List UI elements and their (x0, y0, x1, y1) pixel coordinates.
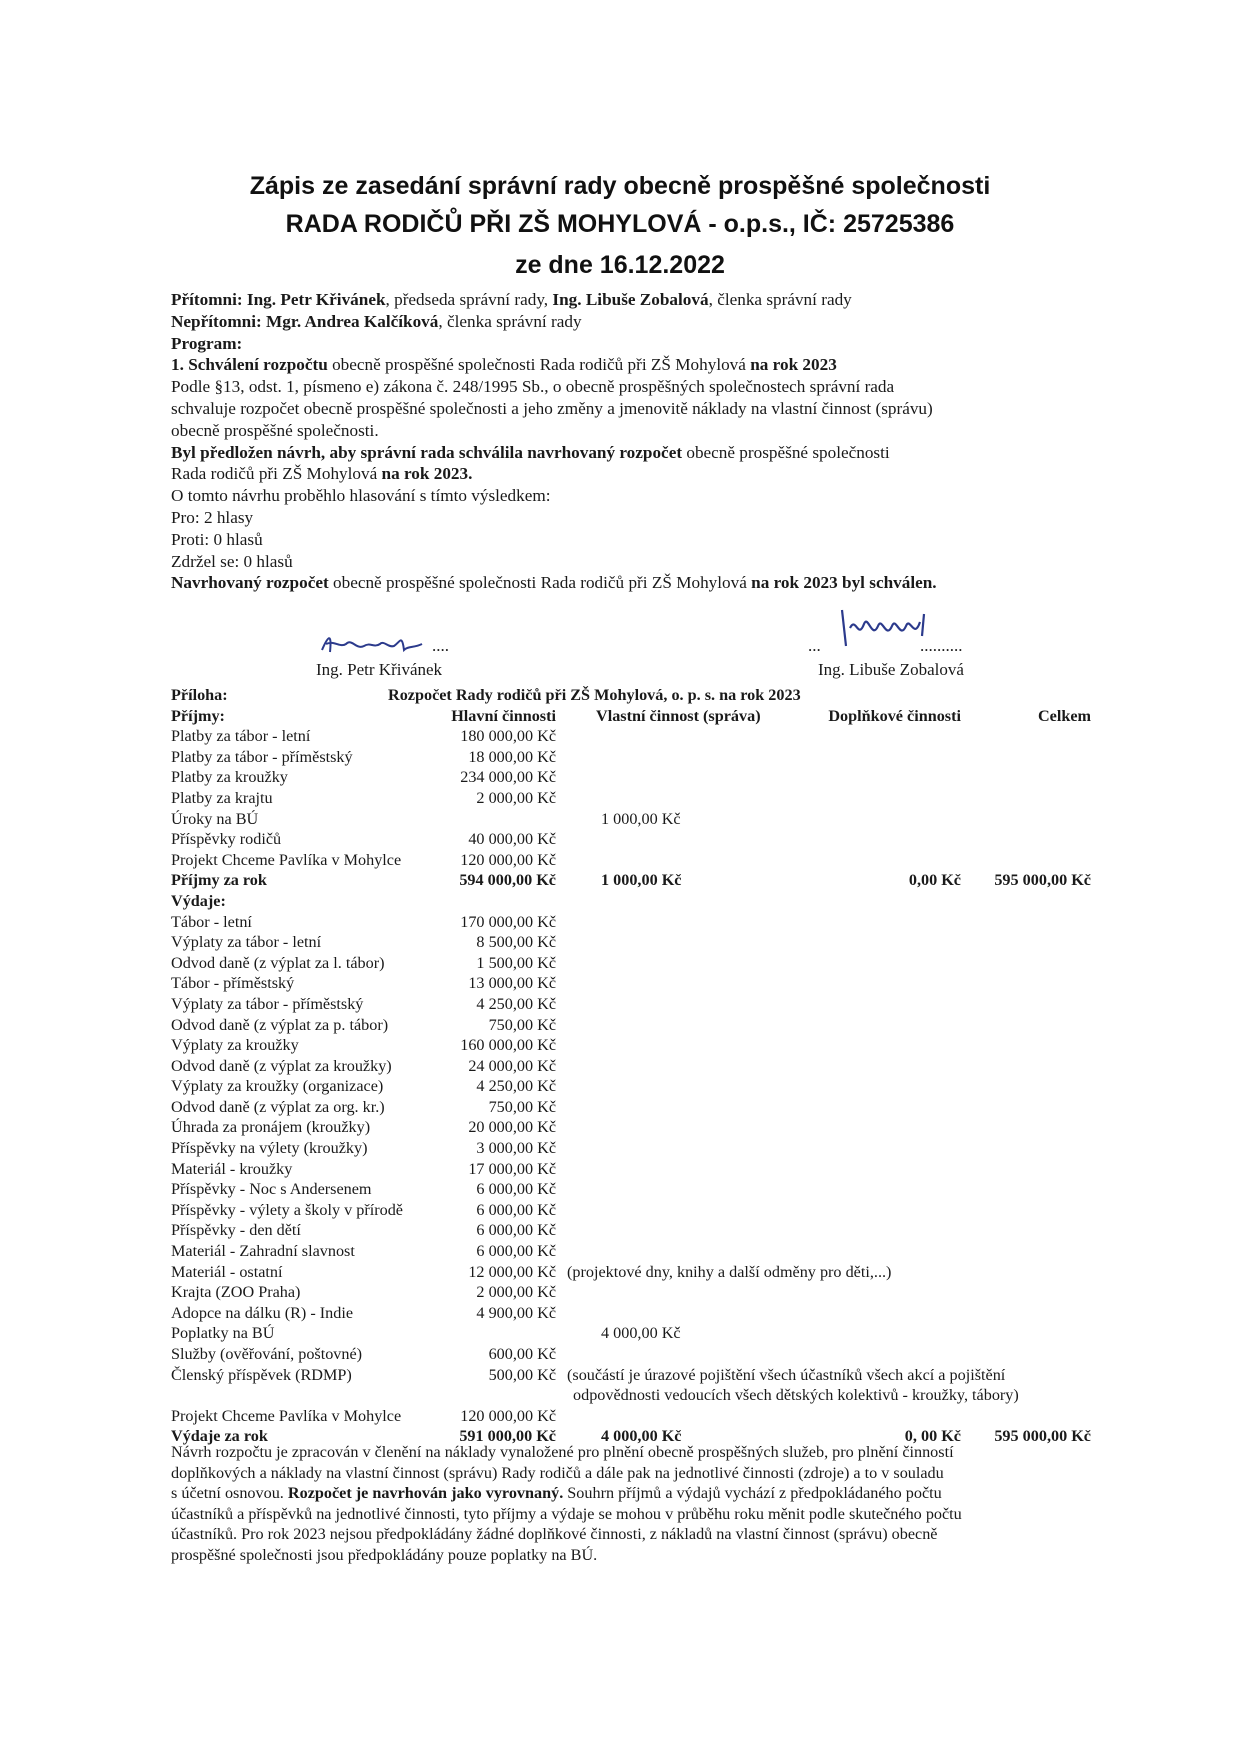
vote-against: Proti: 0 hlasů (171, 529, 263, 549)
income-row-main: 40 000,00 Kč (468, 830, 556, 849)
col-total-header: Celkem (1037, 706, 1091, 725)
expense-row (171, 974, 1091, 995)
right-signatory-name: Ing. Libuše Zobalová (818, 660, 964, 679)
expense-row (171, 1180, 1091, 1201)
income-row-label: Projekt Chceme Pavlíka v Mohylce (171, 850, 402, 869)
col-supp-header: Doplňkové činnosti (828, 706, 961, 725)
vote-for: Pro: 2 hlasy (171, 507, 254, 527)
expense-row-main: 1 500,00 Kč (476, 953, 556, 972)
expense-row-label: Odvod daně (z výplat za p. tábor) (171, 1015, 389, 1034)
expense-row-label: Výplaty za tábor - letní (171, 933, 322, 952)
income-row-label: Příspěvky rodičů (171, 830, 282, 849)
expense-row-main: 20 000,00 Kč (468, 1118, 556, 1137)
proposal-line-1: Byl předložen návrh, aby správní rada schválila navrhovaný rozpočet obecně prospěšné společnosti (171, 442, 890, 462)
income-label: Příjmy: (171, 706, 225, 725)
expense-row-label: Úhrada za pronájem (kroužky) (171, 1118, 371, 1137)
right-signature-dots-pre: ... (808, 636, 821, 655)
expense-row-main: 160 000,00 Kč (460, 1036, 556, 1055)
income-total-total: 595 000,00 Kč (994, 871, 1091, 890)
law-line-1: Podle §13, odst. 1, písmeno e) zákona č. 248/1995 Sb., o obecně prospěšných společnostech správní rada (171, 377, 895, 397)
expense-row-main: 750,00 Kč (488, 1015, 556, 1034)
vote-result: Navrhovaný rozpočet obecně prospěšné společnosti Rada rodičů při ZŠ Mohylová na rok 2023 byl schválen. (171, 573, 937, 593)
income-row-label: Platby za tábor - letní (171, 727, 311, 746)
income-row-label: Platby za kroužky (171, 768, 288, 787)
expense-row-main: 750,00 Kč (488, 1097, 556, 1116)
expense-row-label: Příspěvky - den dětí (171, 1221, 301, 1240)
left-signatory-name: Ing. Petr Křivánek (316, 660, 443, 679)
left-signature (318, 626, 448, 662)
expense-row-label: Odvod daně (z výplat za org. kr.) (171, 1097, 385, 1116)
income-row-label: Platby za tábor - příměstský (171, 747, 353, 766)
expense-row-label: Materiál - Zahradní slavnost (171, 1242, 355, 1261)
expense-row-label: Krajta (ZOO Praha) (171, 1283, 301, 1302)
budget-explanation (171, 1442, 1101, 1565)
expense-row-label: Příspěvky - Noc s Andersenem (171, 1180, 372, 1199)
law-line-2: schvaluje rozpočet obecně prospěšné společnosti a jeho změny a jmenovitě náklady na vlastní činnost (správu) (171, 398, 933, 418)
left-signature-dots: .... (432, 636, 449, 655)
income-row-main: 234 000,00 Kč (460, 768, 556, 787)
expense-row-main: 6 000,00 Kč (476, 1180, 556, 1199)
income-row (171, 789, 1091, 810)
income-total-main: 594 000,00 Kč (459, 871, 556, 890)
expense-row-main: 3 000,00 Kč (476, 1139, 556, 1158)
expense-row (171, 1118, 1091, 1139)
meeting-date: ze dne 16.12.2022 (515, 251, 725, 279)
expense-label: Výdaje: (171, 891, 226, 910)
income-row-label: Úroky na BÚ (171, 809, 259, 828)
program-label: Program: (171, 333, 243, 353)
expense-row-label: Výplaty za kroužky (organizace) (171, 1077, 384, 1096)
document-title: Zápis ze zasedání správní rady obecně prospěšné společnosti (249, 172, 991, 200)
budget-table (171, 686, 1091, 1448)
organization-title: RADA RODIČŮ PŘI ZŠ MOHYLOVÁ - o.p.s., IČ: 25725386 (285, 210, 955, 238)
right-signature-dots-post: .......... (920, 636, 963, 655)
expense-row (171, 954, 1091, 975)
expense-row (171, 1016, 1091, 1037)
expense-row-main: 6 000,00 Kč (476, 1200, 556, 1219)
expense-row (171, 1304, 1091, 1325)
explanation-line-6: prospěšné společnosti jsou předpokládány pouze poplatky na BÚ. (171, 1545, 598, 1564)
income-row-main: 2 000,00 Kč (476, 788, 556, 807)
expense-row-label: Materiál - kroužky (171, 1159, 293, 1178)
expense-row (171, 1221, 1091, 1242)
expense-row (171, 1077, 1091, 1098)
expense-header-row (171, 892, 1091, 913)
expense-total-main: 591 000,00 Kč (459, 1427, 556, 1446)
expense-row (171, 933, 1091, 954)
expense-row (171, 1242, 1091, 1263)
explanation-line-5: účastníků. Pro rok 2023 nejsou předpokládány žádné doplňkové činnosti, z nákladů na vlastní činnost (správu) obecně (171, 1525, 938, 1543)
expense-total-total: 595 000,00 Kč (994, 1427, 1091, 1446)
absent-line: Nepřítomni: Mgr. Andrea Kalčíková, členka správní rady (171, 311, 582, 331)
income-total-label: Příjmy za rok (171, 871, 267, 890)
expense-row (171, 1345, 1091, 1366)
income-row (171, 748, 1091, 769)
expense-row-main: 24 000,00 Kč (468, 1056, 556, 1075)
expense-row-label: Tábor - příměstský (171, 974, 295, 993)
income-row-own: 1 000,00 Kč (601, 809, 681, 828)
expense-row-own: 4 000,00 Kč (601, 1324, 681, 1343)
expense-row-main: 500,00 Kč (488, 1365, 556, 1384)
income-total-own: 1 000,00 Kč (601, 871, 682, 890)
expense-row-main: 6 000,00 Kč (476, 1242, 556, 1261)
expense-row-label: Výplaty za tábor - příměstský (171, 994, 364, 1013)
expense-row-label: Tábor - letní (171, 912, 252, 931)
note-continuation-row (171, 1386, 1091, 1407)
proposal-line-2: Rada rodičů při ZŠ Mohylová na rok 2023. (171, 464, 473, 484)
expense-project-label: Projekt Chceme Pavlíka v Mohylce (171, 1406, 402, 1425)
income-row (171, 810, 1091, 831)
expense-row-label: Poplatky na BÚ (171, 1324, 275, 1343)
expense-row-label: Příspěvky na výlety (kroužky) (171, 1139, 368, 1158)
expense-row (171, 995, 1091, 1016)
expense-row-main: 17 000,00 Kč (468, 1159, 556, 1178)
expense-row-label: Odvod daně (z výplat za l. tábor) (171, 953, 385, 972)
expense-row-label: Odvod daně (z výplat za kroužky) (171, 1056, 392, 1075)
budget-header-row (171, 707, 1091, 728)
note-continuation: odpovědnosti vedoucích všech dětských kolektivů - kroužky, tábory) (573, 1386, 1019, 1405)
minutes-body (171, 289, 1101, 594)
expense-total-label: Výdaje za rok (171, 1427, 268, 1446)
expense-row-note: (součástí je úrazové pojištění všech účastníků všech akcí a pojištění (567, 1365, 1006, 1384)
expense-row (171, 1283, 1091, 1304)
program-item-1: 1. Schválení rozpočtu obecně prospěšné společnosti Rada rodičů při ZŠ Mohylová na rok 2023 (171, 355, 837, 375)
expense-row-label: Výplaty za kroužky (171, 1036, 299, 1055)
income-total-supp: 0,00 Kč (908, 871, 961, 890)
expense-row-main: 4 250,00 Kč (476, 1077, 556, 1096)
expense-row-main: 2 000,00 Kč (476, 1283, 556, 1302)
expense-row (171, 1263, 1091, 1284)
budget-title-row (171, 686, 1091, 707)
expense-row (171, 1324, 1091, 1345)
expense-row-label: Členský příspěvek (RDMP) (171, 1365, 352, 1384)
explanation-line-1: Návrh rozpočtu je zpracován v členění na náklady vynaložené pro plnění obecně prospěšných služeb, pro plnění činností (171, 1443, 954, 1461)
expense-row-main: 600,00 Kč (488, 1345, 556, 1363)
expense-row-main: 6 000,00 Kč (476, 1221, 556, 1240)
expense-row (171, 1160, 1091, 1181)
income-row (171, 727, 1091, 748)
vote-intro: O tomto návrhu proběhlo hlasování s tímto výsledkem: (171, 486, 551, 506)
budget-title: Rozpočet Rady rodičů při ZŠ Mohylová, o. p. s. na rok 2023 (388, 686, 801, 704)
income-row-main: 120 000,00 Kč (460, 850, 556, 869)
expense-row-label: Služby (ověřování, poštovné) (171, 1345, 363, 1363)
expense-row-main: 170 000,00 Kč (460, 912, 556, 931)
income-row (171, 830, 1091, 851)
expense-row (171, 1366, 1091, 1387)
expense-row (171, 1036, 1091, 1057)
annex-label: Příloha: (171, 686, 228, 704)
law-line-3: obecně prospěšné společnosti. (171, 420, 379, 440)
income-row-label: Platby za krajtu (171, 788, 273, 807)
expense-row-main: 12 000,00 Kč (468, 1262, 556, 1281)
expense-row-label: Příspěvky - výlety a školy v přírodě (171, 1200, 403, 1219)
present-line: Přítomni: Ing. Petr Křivánek, předseda správní rady, Ing. Libuše Zobalová, členka správní rady (171, 290, 852, 309)
income-row-main: 18 000,00 Kč (468, 747, 556, 766)
income-total-row (171, 871, 1091, 892)
expense-row-label: Materiál - ostatní (171, 1262, 283, 1281)
expense-row-main: 4 900,00 Kč (476, 1303, 556, 1322)
income-row (171, 768, 1091, 789)
explanation-line-4: účastníků a příspěvků na jednotlivé činnosti, tyto příjmy a výdaje se mohou v průběhu roku měnit podle skutečného počtu (171, 1504, 962, 1523)
income-row (171, 851, 1091, 872)
expense-total-supp: 0, 00 Kč (904, 1427, 961, 1446)
expense-project-main: 120 000,00 Kč (460, 1406, 556, 1425)
expense-row-main: 8 500,00 Kč (476, 933, 556, 952)
expense-row (171, 913, 1091, 934)
expense-row (171, 1098, 1091, 1119)
expense-row (171, 1201, 1091, 1222)
income-row-main: 180 000,00 Kč (460, 727, 556, 746)
explanation-line-3: s účetní osnovou. Rozpočet je navrhován jako vyrovnaný. Souhrn příjmů a výdajů vychází z předpokládaného počtu (171, 1484, 942, 1502)
col-own-header: Vlastní činnost (správa) (596, 706, 761, 725)
col-main-header: Hlavní činnosti (451, 706, 556, 725)
expense-row (171, 1139, 1091, 1160)
vote-abstain: Zdržel se: 0 hlasů (171, 551, 293, 571)
expense-row-main: 4 250,00 Kč (476, 994, 556, 1013)
expense-row (171, 1057, 1091, 1078)
expense-row-note: (projektové dny, knihy a další odměny pro děti,...) (567, 1262, 892, 1281)
expense-row-main: 13 000,00 Kč (468, 974, 556, 993)
expense-row-label: Adopce na dálku (R) - Indie (171, 1303, 354, 1322)
expense-total-own: 4 000,00 Kč (601, 1427, 682, 1446)
explanation-line-2: doplňkových a náklady na vlastní činnost (správu) Rady rodičů a dále pak na jednotlivé činnosti (zdroje) a to v souladu (171, 1463, 944, 1482)
expense-project-row (171, 1407, 1091, 1428)
